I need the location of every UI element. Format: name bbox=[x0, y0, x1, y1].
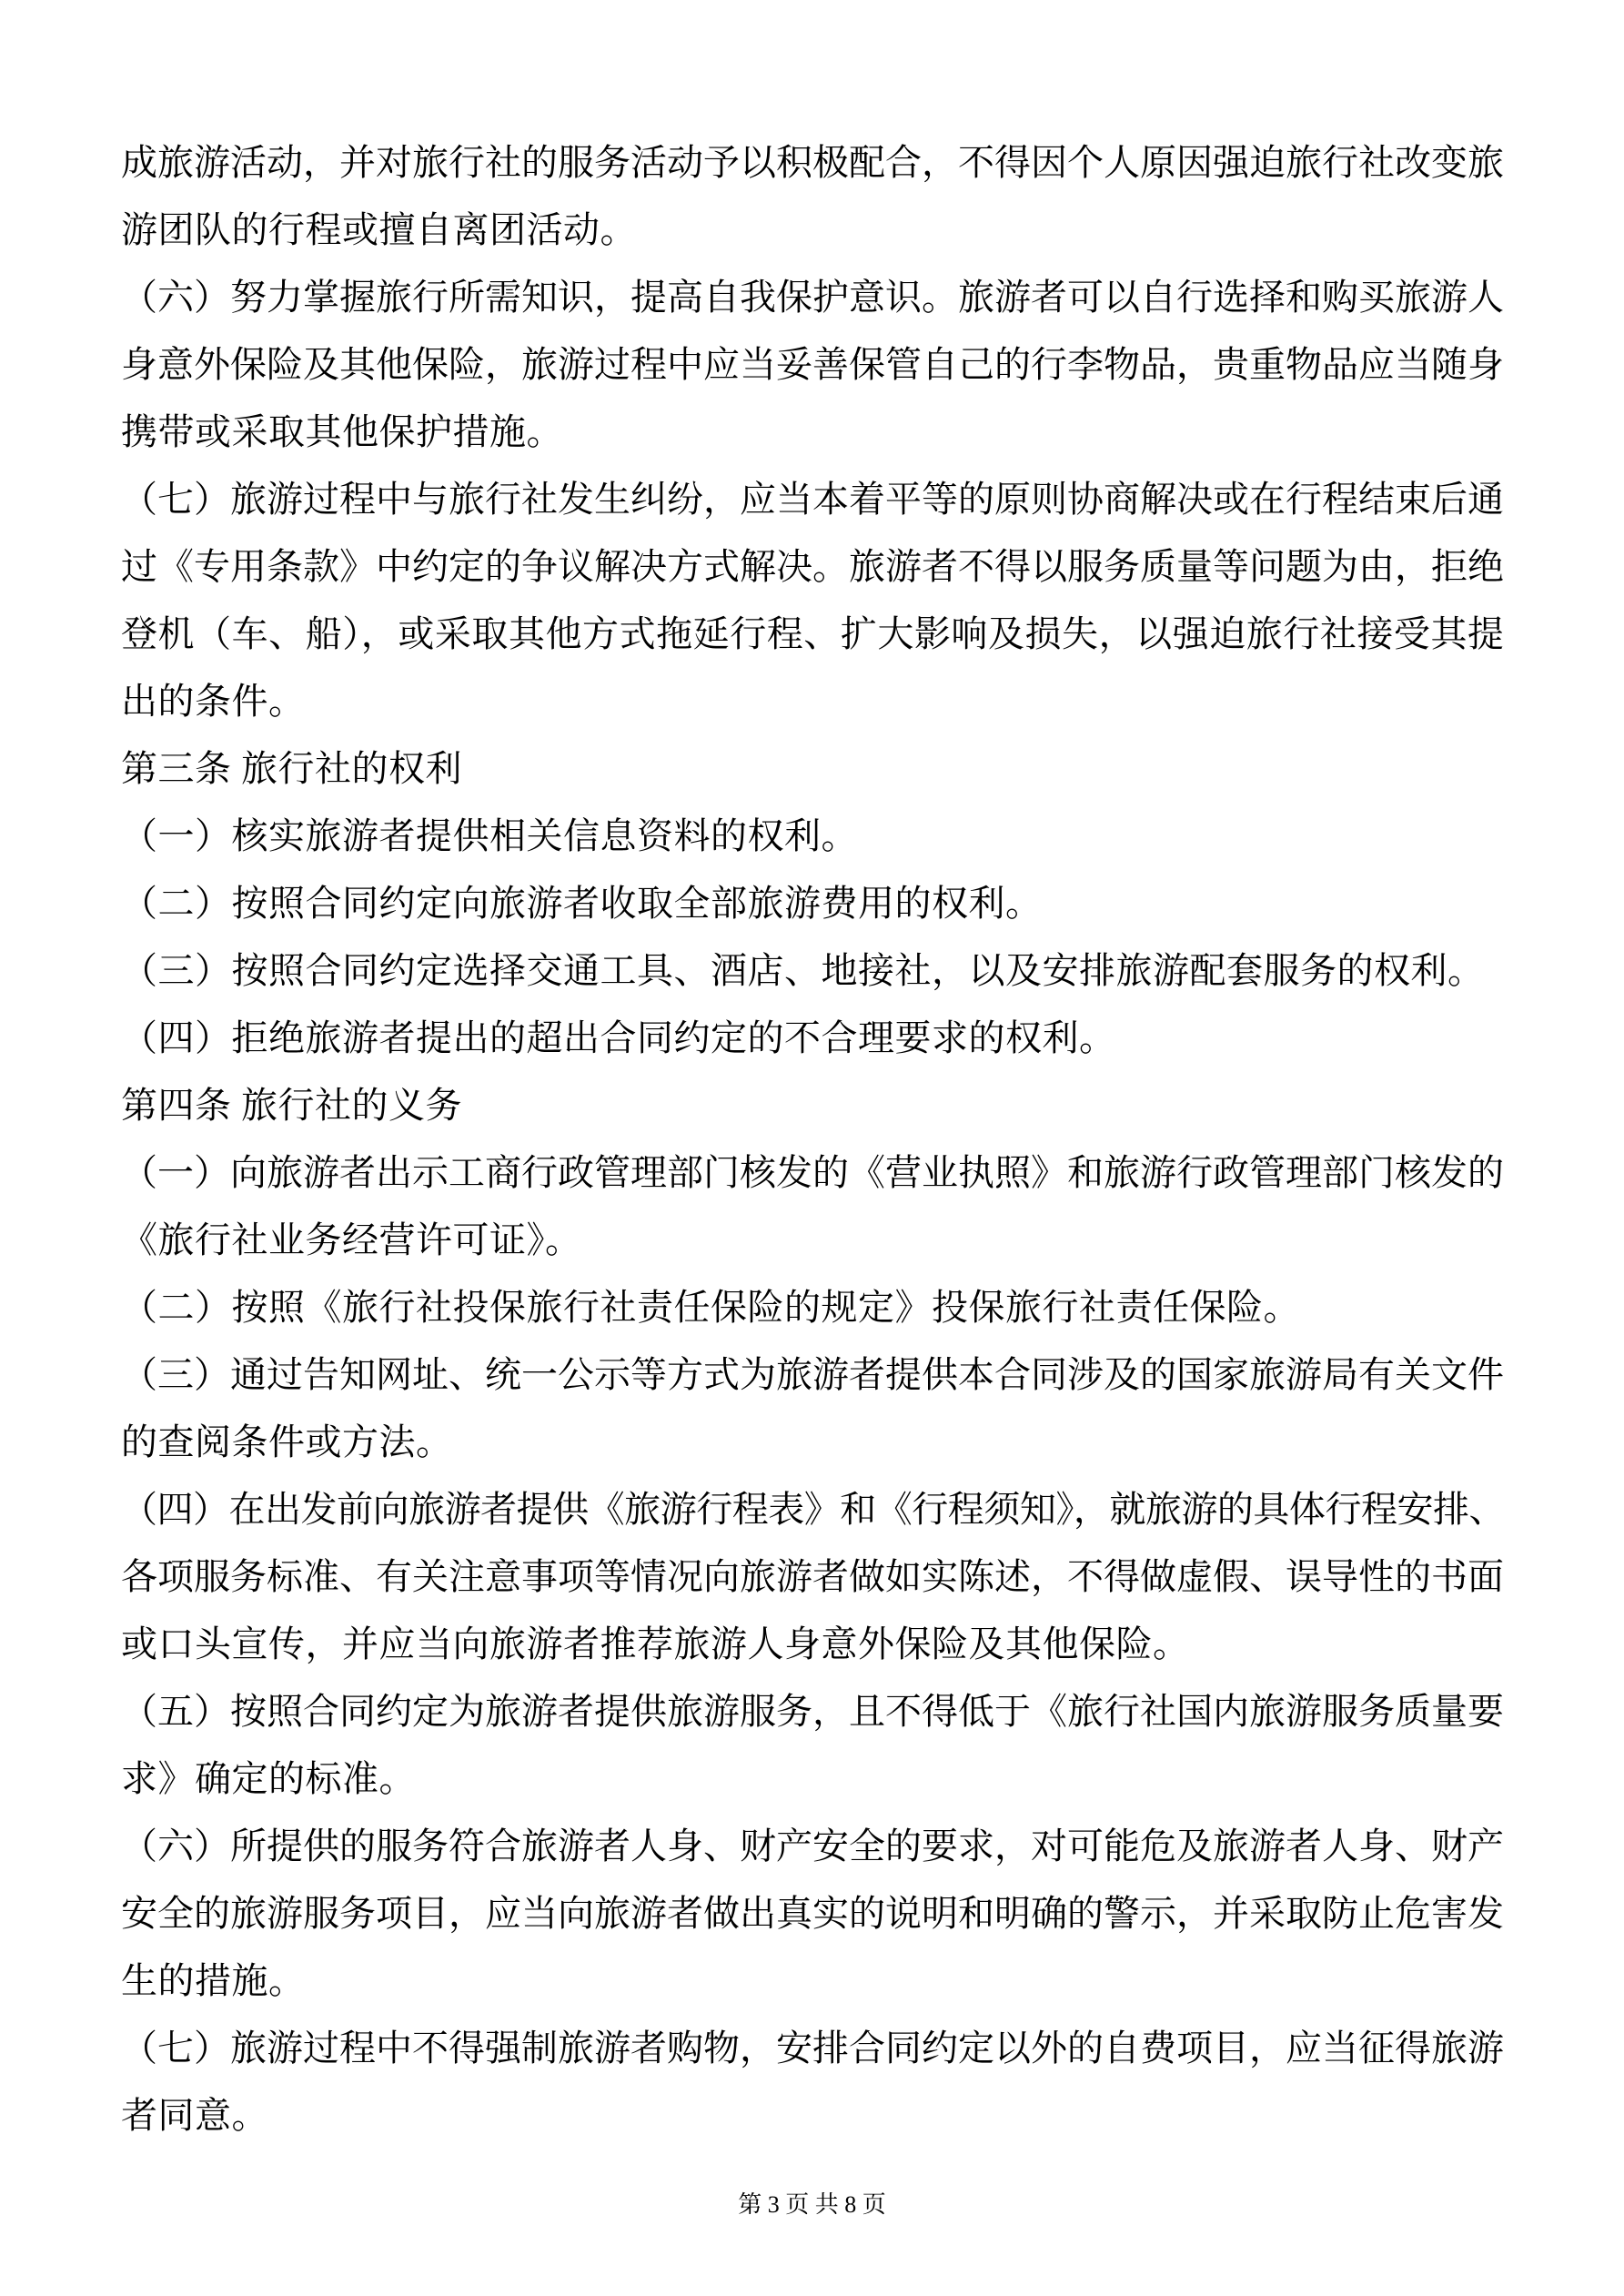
doc-line: 求》确定的标准。 bbox=[121, 1758, 416, 1799]
doc-line: （一）核实旅游者提供相关信息资料的权利。 bbox=[121, 815, 858, 856]
doc-line: 身意外保险及其他保险，旅游过程中应当妥善保管自己的行李物品，贵重物品应当随身 bbox=[121, 344, 1504, 385]
doc-line: （三）通过告知网址、统一公示等方式为旅游者提供本合同涉及的国家旅游局有关文件 bbox=[121, 1354, 1504, 1395]
doc-line: （二）按照合同约定向旅游者收取全部旅游费用的权利。 bbox=[121, 883, 1043, 924]
doc-line: 者同意。 bbox=[121, 2095, 268, 2136]
doc-line: （四）拒绝旅游者提出的超出合同约定的不合理要求的权利。 bbox=[121, 1017, 1116, 1058]
doc-line: （五）按照合同约定为旅游者提供旅游服务，且不得低于《旅行社国内旅游服务质量要 bbox=[121, 1691, 1504, 1732]
doc-line: （六）所提供的服务符合旅游者人身、财产安全的要求，对可能危及旅游者人身、财产 bbox=[121, 1826, 1504, 1866]
doc-line: 携带或采取其他保护措施。 bbox=[121, 411, 563, 452]
document-body bbox=[121, 129, 1504, 2149]
doc-line: 过《专用条款》中约定的争议解决方式解决。旅游者不得以服务质量等问题为由，拒绝 bbox=[121, 546, 1504, 587]
doc-line: 或口头宣传，并应当向旅游者推荐旅游人身意外保险及其他保险。 bbox=[121, 1623, 1190, 1664]
doc-line: （二）按照《旅行社投保旅行社责任保险的规定》投保旅行社责任保险。 bbox=[121, 1287, 1300, 1328]
doc-line: （六）努力掌握旅行所需知识，提高自我保护意识。旅游者可以自行选择和购买旅游人 bbox=[121, 277, 1504, 318]
doc-line: （七）旅游过程中不得强制旅游者购物，安排合同约定以外的自费项目，应当征得旅游 bbox=[121, 2028, 1504, 2068]
doc-line: 生的措施。 bbox=[121, 1960, 306, 2001]
page-number: 第 3 页 共 8 页 bbox=[738, 2191, 886, 2218]
doc-line: 安全的旅游服务项目，应当向旅游者做出真实的说明和明确的警示，并采取防止危害发 bbox=[121, 1893, 1504, 1934]
doc-line: （四）在出发前向旅游者提供《旅游行程表》和《行程须知》，就旅游的具体行程安排、 bbox=[121, 1489, 1504, 1530]
doc-line: 游团队的行程或擅自离团活动。 bbox=[121, 209, 637, 250]
section-heading-article-4: 第四条 旅行社的义务 bbox=[121, 1085, 462, 1126]
section-heading-article-3: 第三条 旅行社的权利 bbox=[121, 748, 462, 789]
doc-line: 成旅游活动，并对旅行社的服务活动予以积极配合，不得因个人原因强迫旅行社改变旅 bbox=[121, 142, 1504, 183]
doc-line: （七）旅游过程中与旅行社发生纠纷，应当本着平等的原则协商解决或在行程结束后通 bbox=[121, 479, 1504, 520]
doc-line: 的查阅条件或方法。 bbox=[121, 1421, 453, 1462]
doc-line: （三）按照合同约定选择交通工具、酒店、地接社，以及安排旅游配套服务的权利。 bbox=[121, 950, 1485, 991]
doc-line: 《旅行社业务经营许可证》。 bbox=[121, 1219, 582, 1260]
doc-line: 各项服务标准、有关注意事项等情况向旅游者做如实陈述，不得做虚假、误导性的书面 bbox=[121, 1556, 1504, 1597]
doc-line: （一）向旅游者出示工商行政管理部门核发的《营业执照》和旅游行政管理部门核发的 bbox=[121, 1152, 1504, 1193]
doc-line: 出的条件。 bbox=[121, 681, 306, 722]
doc-line: 登机（车、船），或采取其他方式拖延行程、扩大影响及损失，以强迫旅行社接受其提 bbox=[121, 613, 1504, 654]
